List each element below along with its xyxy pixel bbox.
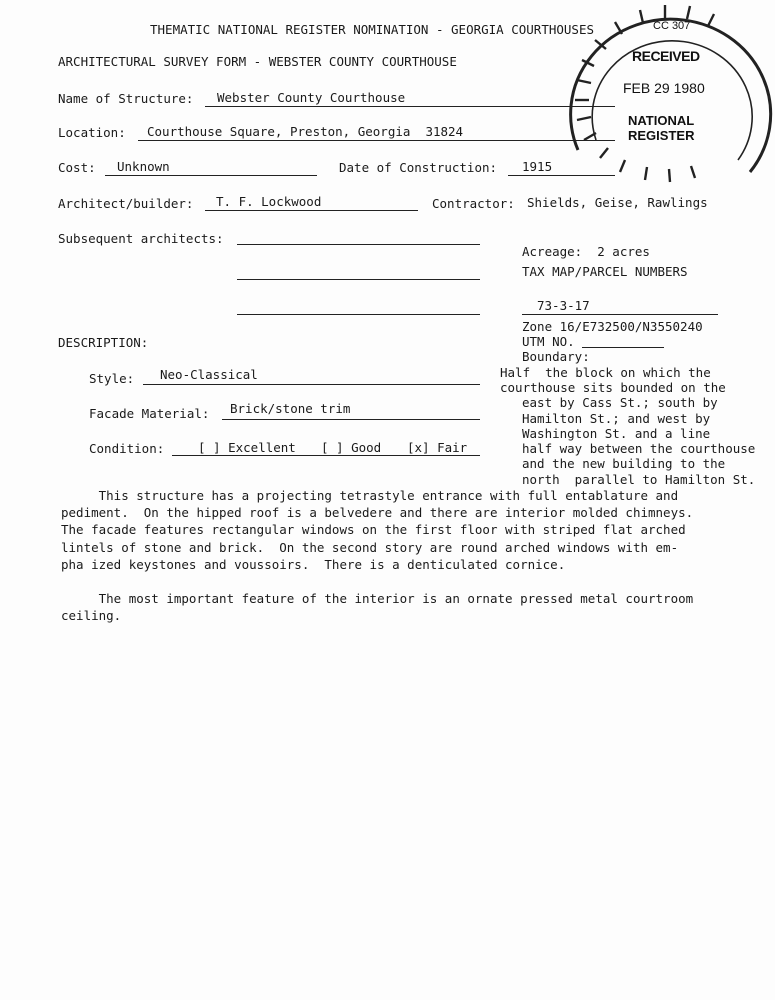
acreage: Acreage: 2 acres xyxy=(522,244,650,259)
boundary-line-5: Washington St. and a line xyxy=(522,426,711,441)
architect-label: Architect/builder: xyxy=(58,196,194,211)
utm-zone: Zone 16/E732500/N3550240 xyxy=(522,319,703,334)
contractor-value: Shields, Geise, Rawlings xyxy=(527,195,708,210)
stamp-register: REGISTER xyxy=(628,128,695,143)
subsequent-line-2 xyxy=(237,279,480,280)
subsequent-line-3 xyxy=(237,314,480,315)
cost-label: Cost: xyxy=(58,160,96,175)
cost-underline xyxy=(105,175,317,176)
stamp-date: FEB 29 1980 xyxy=(623,80,705,96)
name-label: Name of Structure: xyxy=(58,91,194,106)
subsequent-label: Subsequent architects: xyxy=(58,231,224,246)
contractor-label: Contractor: xyxy=(432,196,515,211)
architect-value: T. F. Lockwood xyxy=(216,194,322,209)
style-underline xyxy=(143,384,480,385)
boundary-line-4: Hamilton St.; and west by xyxy=(522,411,711,426)
boundary-line-2: courthouse sits bounded on the xyxy=(500,380,726,395)
date-label: Date of Construction: xyxy=(339,160,498,175)
utm-underline xyxy=(582,347,664,348)
condition-underline xyxy=(172,455,480,456)
stamp-national: NATIONAL xyxy=(628,113,695,128)
boundary-line-1: Half the block on which the xyxy=(500,365,711,380)
form-title: ARCHITECTURAL SURVEY FORM - WEBSTER COUNTY COURTHOUSE xyxy=(58,54,457,69)
name-underline xyxy=(205,106,615,107)
cost-value: Unknown xyxy=(117,159,170,174)
facade-value: Brick/stone trim xyxy=(230,401,351,416)
name-value: Webster County Courthouse xyxy=(217,90,406,105)
boundary-line-3: east by Cass St.; south by xyxy=(522,395,718,410)
location-value: Courthouse Square, Preston, Georgia 31824 xyxy=(147,124,464,139)
condition-label: Condition: xyxy=(89,441,165,456)
style-value: Neo-Classical xyxy=(160,367,258,382)
facade-label: Facade Material: xyxy=(89,406,210,421)
tax-map-underline xyxy=(522,314,718,315)
location-underline xyxy=(138,140,615,141)
tax-map-value: 73-3-17 xyxy=(537,298,590,313)
boundary-line-7: and the new building to the xyxy=(522,456,726,471)
boundary-line-6: half way between the courthouse xyxy=(522,441,756,456)
condition-good: [ ] Good xyxy=(321,440,382,455)
nomination-title: THEMATIC NATIONAL REGISTER NOMINATION - GEORGIA COURTHOUSES xyxy=(150,22,595,37)
boundary-label: Boundary: xyxy=(522,349,590,364)
condition-excellent: [ ] Excellent xyxy=(198,440,296,455)
boundary-line-8: north parallel to Hamilton St. xyxy=(522,472,756,487)
location-label: Location: xyxy=(58,125,126,140)
date-value: 1915 xyxy=(522,159,553,174)
received-stamp xyxy=(560,0,775,205)
facade-underline xyxy=(222,419,480,420)
description-paragraph-1: This structure has a projecting tetrastyle entrance with full entablature and pediment. On the hipped roof is a belvedere and there are interior molded chimneys. The facade features rectangular windows on the first floor with striped flat arched lintels of stone and brick. On the second story are round arched windows with em- pha ized keystones and voussoirs. There is a denticulated cornice. xyxy=(61,488,694,572)
description-paragraph-2: The most important feature of the interior is an ornate pressed metal courtroom ceiling. xyxy=(61,591,694,624)
architect-underline xyxy=(205,210,418,211)
subsequent-line-1 xyxy=(237,244,480,245)
stamp-corner-code: CC 307 xyxy=(653,20,691,32)
tax-map-label: TAX MAP/PARCEL NUMBERS xyxy=(522,264,688,279)
condition-fair: [x] Fair xyxy=(407,440,468,455)
utm-label: UTM NO. xyxy=(522,334,575,349)
description-label: DESCRIPTION: xyxy=(58,335,149,350)
stamp-received: RECEIVED xyxy=(632,48,700,64)
style-label: Style: xyxy=(89,371,135,386)
